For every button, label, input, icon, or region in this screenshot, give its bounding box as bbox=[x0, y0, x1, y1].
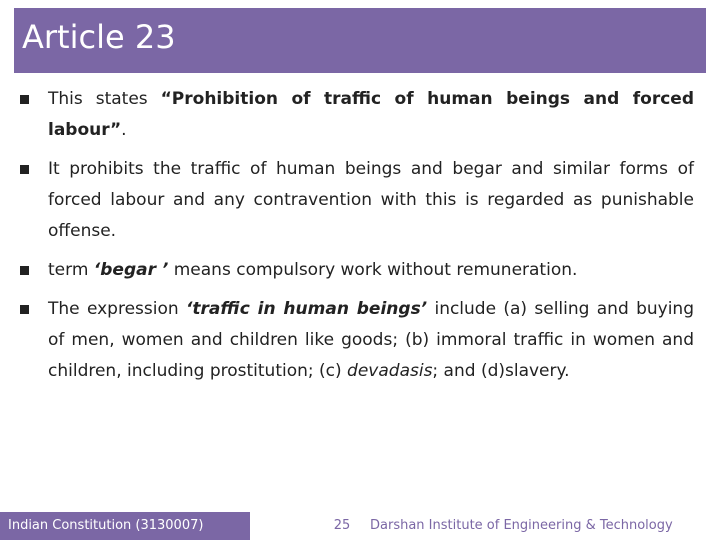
footer-institute: Darshan Institute of Engineering & Technology bbox=[370, 518, 673, 533]
footer bbox=[0, 512, 720, 540]
article-quote: “Prohibition of traffic of human beings and forced labour” bbox=[48, 89, 695, 140]
bullet-text: ; and (d)slavery. bbox=[432, 361, 570, 381]
square-bullet-icon bbox=[20, 95, 29, 104]
slide-title: Article 23 bbox=[22, 18, 176, 56]
bullet-text: term bbox=[48, 260, 94, 280]
term-devadasis: devadasis bbox=[347, 361, 433, 381]
bullet-text: . bbox=[121, 120, 127, 140]
bullet-item bbox=[20, 294, 694, 387]
square-bullet-icon bbox=[20, 165, 29, 174]
bullet-item bbox=[20, 84, 694, 146]
title-bar bbox=[14, 8, 706, 73]
square-bullet-icon bbox=[20, 266, 29, 275]
slide-content bbox=[20, 84, 694, 395]
bullet-item bbox=[20, 154, 694, 247]
square-bullet-icon bbox=[20, 305, 29, 314]
bullet-text: The expression bbox=[48, 299, 186, 319]
bullet-text: It prohibits the traffic of human beings and begar and similar forms of forced labour and any contravention with this is regarded as punishable offense. bbox=[48, 159, 694, 241]
page-number: 25 bbox=[333, 518, 351, 533]
term-begar: ‘begar ’ bbox=[93, 260, 169, 280]
bullet-text: This states bbox=[48, 89, 161, 109]
term-traffic: ‘traffic in human beings’ bbox=[185, 299, 428, 319]
bullet-text: means compulsory work without remuneration. bbox=[168, 260, 578, 280]
bullet-item bbox=[20, 255, 694, 286]
bullet-text: include (a) selling and buying of men, women and children like goods; (b) immoral traffic in women and children, including prostitution; (c) bbox=[48, 299, 694, 381]
footer-course: Indian Constitution (3130007) bbox=[0, 512, 250, 540]
